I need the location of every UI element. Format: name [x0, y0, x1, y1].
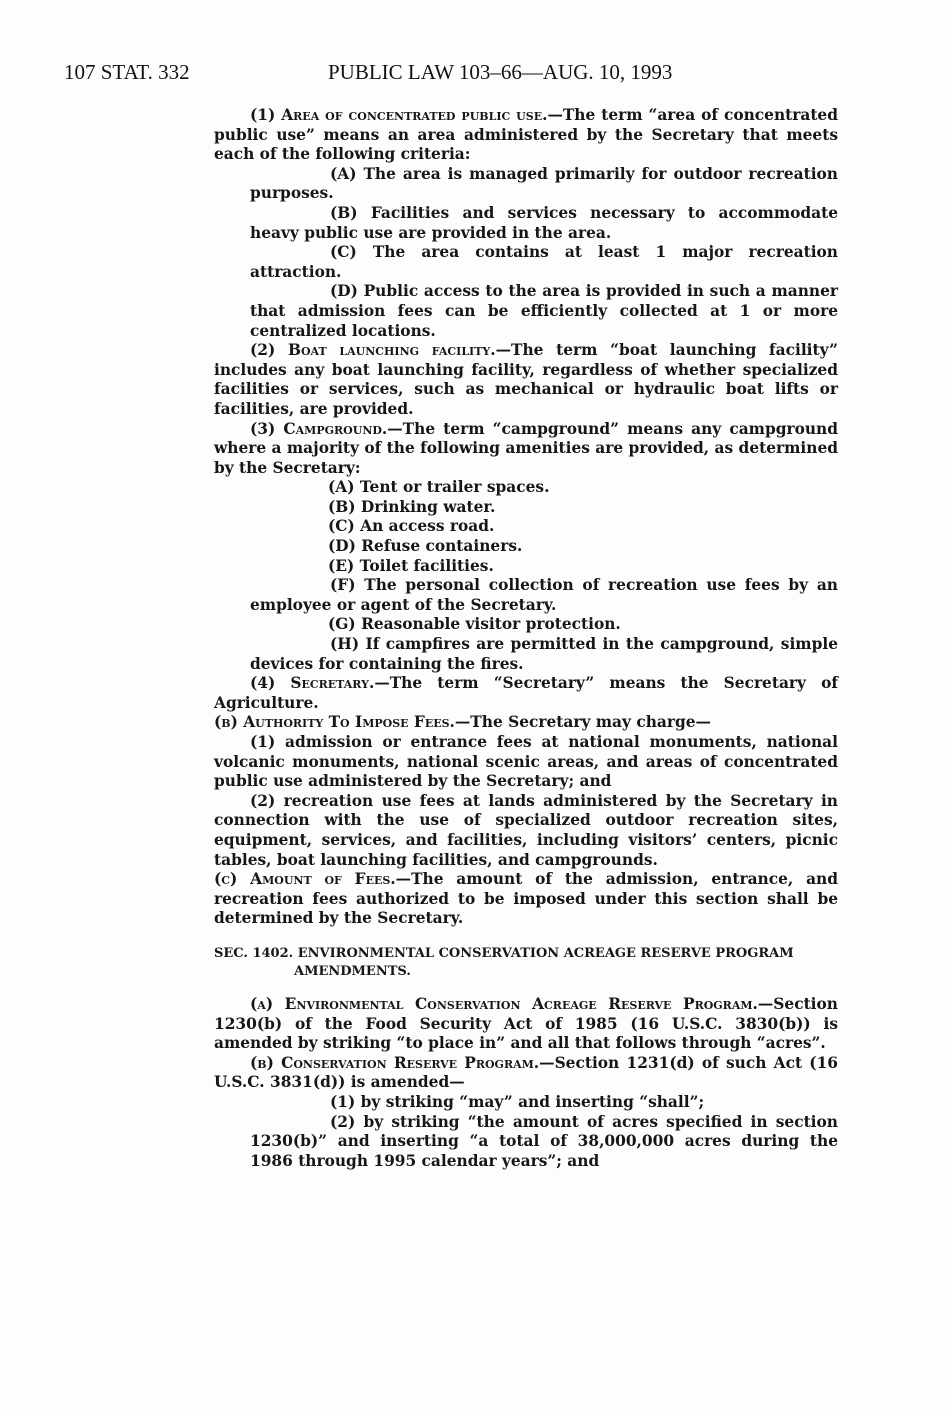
- section-1402-heading: SEC. 1402. ENVIRONMENTAL CONSERVATION ACREAGE RESERVE PROGRAM AMENDMENTS.: [214, 945, 794, 979]
- definition-2-heading: (2) Boat launching facility.: [250, 341, 496, 360]
- definition-3-text: —The term “campground” means any campground where a majority of the following amenities are provided, as determined by the Secretary:: [214, 419, 838, 477]
- body-text: [214, 106, 838, 1171]
- definition-2: [214, 341, 838, 419]
- section-1402-a-heading: (a) Environmental Conservation Acreage Reserve Program.: [250, 994, 758, 1013]
- amenity-E: (E) Toilet facilities.: [328, 556, 494, 575]
- amenity-B: (B) Drinking water.: [328, 497, 496, 516]
- amenity-C: (C) An access road.: [328, 517, 495, 536]
- amenity-G: (G) Reasonable visitor protection.: [328, 615, 621, 634]
- section-1402-b: [214, 1054, 838, 1093]
- definition-1-heading: (1) Area of concentrated public use.: [250, 106, 548, 124]
- definition-4: [214, 674, 838, 713]
- definition-3: [214, 420, 838, 479]
- criterion-C: (C) The area contains at least 1 major recreation attraction.: [250, 243, 838, 281]
- subsection-c-text: —The amount of the admission, entrance, and recreation fees authorized to be imposed under this section shall be determined by the Secretary.: [214, 870, 838, 928]
- definition-1-text: —The term “area of concentrated public use” means an area administered by the Secretary that meets each of the following criteria:: [214, 106, 838, 164]
- criterion-A: (A) The area is managed primarily for outdoor recreation purposes.: [250, 164, 838, 203]
- criterion-B: (B) Facilities and services necessary to accommodate heavy public use are provided in the area.: [250, 203, 838, 242]
- section-1402-a-text: —Section 1230(b) of the Food Security Act of 1985 (16 U.S.C. 3830(b)) is amended by striking “to place in” and all that follows through “acres”.: [214, 994, 838, 1053]
- subsection-b-heading: (b) Authority To Impose Fees.: [214, 713, 455, 732]
- amenity-F: (F) The personal collection of recreation use fees by an employee or agent of the Secretary.: [250, 576, 838, 614]
- section-1402-b-1: (1) by striking “may” and inserting “shall”;: [330, 1092, 705, 1111]
- section-1402-b-heading: (b) Conservation Reserve Program.: [250, 1053, 540, 1072]
- running-header: [64, 60, 844, 86]
- subsection-b-2: (2) recreation use fees at lands administered by the Secretary in connection with the use of specialized outdoor recreation sites, equipment, services, and facilities, including visitors’ centers, picnic tables, boat launching facilities, and campgrounds.: [214, 791, 838, 869]
- definition-3-heading: (3) Campground.: [250, 419, 388, 438]
- amenity-A: (A) Tent or trailer spaces.: [328, 478, 550, 497]
- section-1402-a: [214, 995, 838, 1054]
- page-number: 107 STAT. 332: [64, 60, 190, 84]
- subsection-b: [214, 713, 838, 733]
- subsection-c: [214, 870, 838, 929]
- amenity-D: (D) Refuse containers.: [328, 537, 523, 556]
- definition-4-text: —The term “Secretary” means the Secretary of Agriculture.: [214, 674, 839, 712]
- amenity-H: (H) If campfires are permitted in the campground, simple devices for containing the fires.: [250, 635, 838, 673]
- subsection-c-heading: (c) Amount of Fees.: [214, 870, 396, 889]
- definition-1: [214, 106, 838, 165]
- law-title: PUBLIC LAW 103–66—AUG. 10, 1993: [328, 60, 673, 84]
- section-1402-b-text: —Section 1231(d) of such Act (16 U.S.C. 3831(d)) is amended—: [214, 1053, 838, 1092]
- subsection-b-text: —The Secretary may charge—: [454, 713, 711, 732]
- definition-4-heading: (4) Secretary.: [250, 674, 375, 693]
- section-1402-b-2: (2) by striking “the amount of acres specified in section 1230(b)” and inserting “a total of 38,000,000 acres during the 1986 through 1995 calendar years”; and: [250, 1112, 838, 1170]
- subsection-b-1: (1) admission or entrance fees at national monuments, national volcanic monuments, national scenic areas, and areas of concentrated public use administered by the Secretary; and: [214, 733, 838, 791]
- definition-2-text: —The term “boat launching facility” includes any boat launching facility, regardless of whether specialized facilities or services, such as mechanical or hydraulic boat lifts or facilities, are provided.: [214, 341, 839, 418]
- criterion-D: (D) Public access to the area is provided in such a manner that admission fees can be efficiently collected at 1 or more centralized locations.: [250, 282, 838, 340]
